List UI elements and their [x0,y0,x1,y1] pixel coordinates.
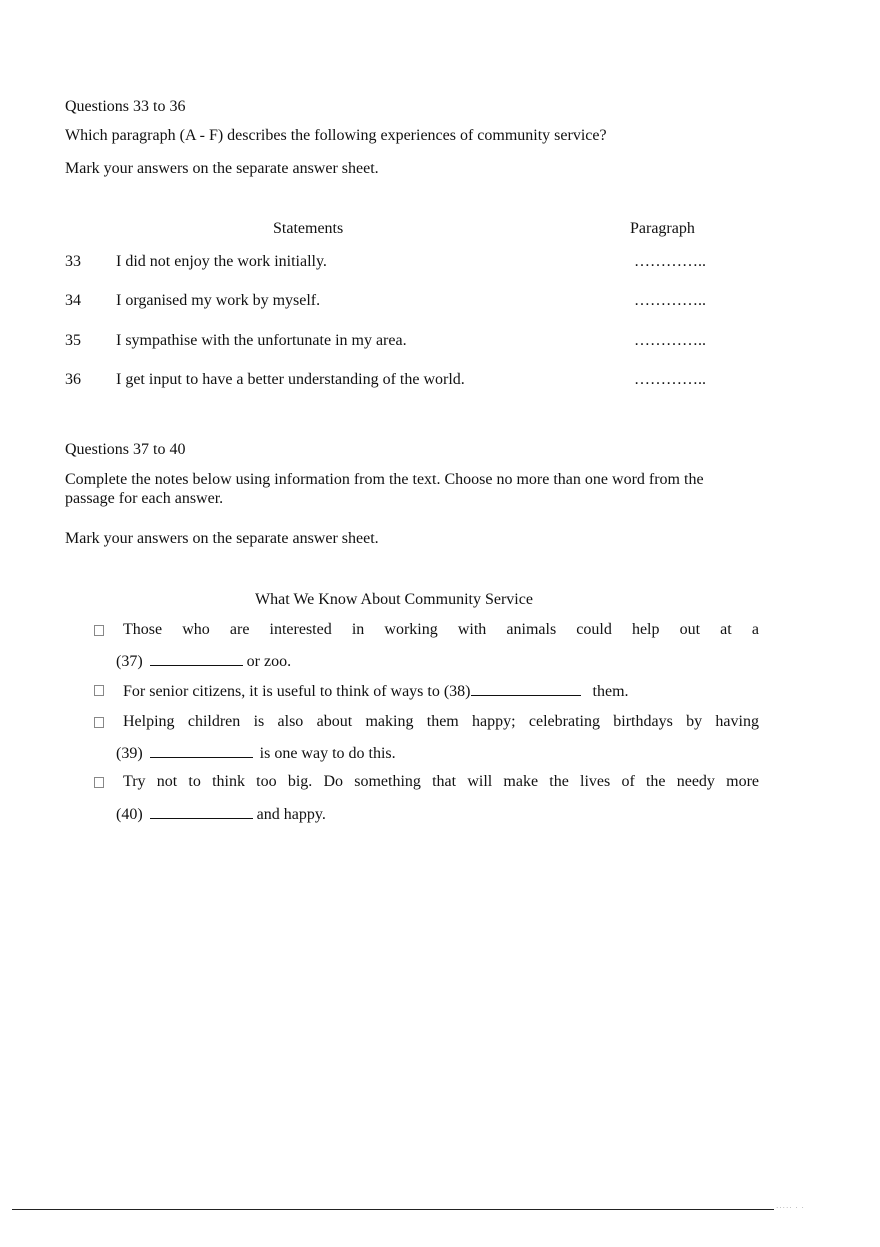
note-word: Do [323,773,344,790]
statement-number: 36 [65,371,81,388]
answer-39-blank[interactable] [150,743,253,758]
answer-40-blank[interactable] [150,804,253,819]
note-word: working [384,621,438,638]
note-word: more [726,773,759,790]
note-bullet-4 [123,773,759,791]
note-word: lives [580,773,611,790]
section2-instruction-line2: passage for each answer. [65,490,224,507]
note-word: too [256,773,277,790]
section2-mark-note: Mark your answers on the separate answer sheet. [65,530,379,547]
note-word: out [679,621,701,638]
note-word: that [432,773,457,790]
footer-rule [12,1209,774,1210]
note-bullet-1-cont [116,651,291,671]
section1-heading: Questions 33 to 36 [65,98,186,115]
bullet4-end-text: and happy. [256,806,326,823]
note-word: the [645,773,666,790]
note-word: children [187,713,241,730]
section2-heading: Questions 37 to 40 [65,441,186,458]
note-bullet-4-cont [116,804,326,824]
note-word: is [253,713,265,730]
note-bullet-3-cont [116,743,396,763]
note-word: having [715,713,759,730]
answer-blank: ………….. [634,371,706,388]
note-word: celebrating [528,713,600,730]
bullet2-end-text: them. [592,683,629,700]
statements-header: Statements [273,220,344,237]
note-bullet-3 [123,713,759,731]
section1-instruction: Which paragraph (A - F) describes the following experiences of community service? [65,127,607,144]
note-word: of [621,773,635,790]
note-word: in [351,621,365,638]
answer-blank: ………….. [634,332,706,349]
note-word: are [229,621,250,638]
answer-blank: ………….. [634,253,706,270]
statement-text: I get input to have a better understanding of the world. [116,371,465,388]
answer-37-blank[interactable] [150,651,243,666]
statement-text: I sympathise with the unfortunate in my area. [116,332,407,349]
statement-text: I did not enjoy the work initially. [116,253,327,270]
bullet-box-icon [94,625,104,636]
note-word: help [631,621,660,638]
note-word: at [720,621,732,638]
note-word: by [686,713,703,730]
note-word: big. [287,773,313,790]
statement-number: 34 [65,292,81,309]
notes-title: What We Know About Community Service [255,591,533,608]
note-word: a [751,621,759,638]
note-word: also [277,713,304,730]
note-word: think [212,773,245,790]
answer-38-blank[interactable] [471,681,581,696]
question-37-label: (37) [116,653,143,670]
note-word: about [316,713,353,730]
note-word: make [503,773,539,790]
note-word: the [549,773,569,790]
note-word: interested [269,621,332,638]
note-word: something [354,773,421,790]
note-word: Those [123,621,163,638]
paragraph-header: Paragraph [630,220,695,237]
bullet-box-icon [94,685,104,696]
note-word: animals [506,621,557,638]
note-word: Helping [123,713,175,730]
bullet-box-icon [94,717,104,728]
statement-number: 33 [65,253,81,270]
note-word: not [156,773,178,790]
note-bullet-1 [123,621,759,639]
note-word: will [467,773,493,790]
note-word: birthdays [613,713,673,730]
note-word: with [457,621,487,638]
note-bullet-2 [123,681,629,701]
section1-mark-note: Mark your answers on the separate answer sheet. [65,160,379,177]
note-word: to [188,773,201,790]
note-word: Try [123,773,146,790]
statement-text: I organised my work by myself. [116,292,321,309]
statement-number: 35 [65,332,81,349]
note-word: could [576,621,612,638]
bullet3-end-text: is one way to do this. [259,745,396,762]
answer-blank: ………….. [634,292,706,309]
note-word: making [365,713,414,730]
bullet2-text: For senior citizens, it is useful to think of ways to (38) [123,683,471,700]
section2-instruction-line1: Complete the notes below using information from the text. Choose no more than one word from the [65,471,704,488]
note-word: happy; [472,713,516,730]
note-word: needy [676,773,715,790]
note-word: who [182,621,210,638]
bullet1-end-text: or zoo. [246,653,292,670]
bullet-box-icon [94,777,104,788]
question-40-label: (40) [116,806,143,823]
note-word: them [426,713,459,730]
footer-page-mark: ····· · · [776,1204,805,1212]
question-39-label: (39) [116,745,143,762]
